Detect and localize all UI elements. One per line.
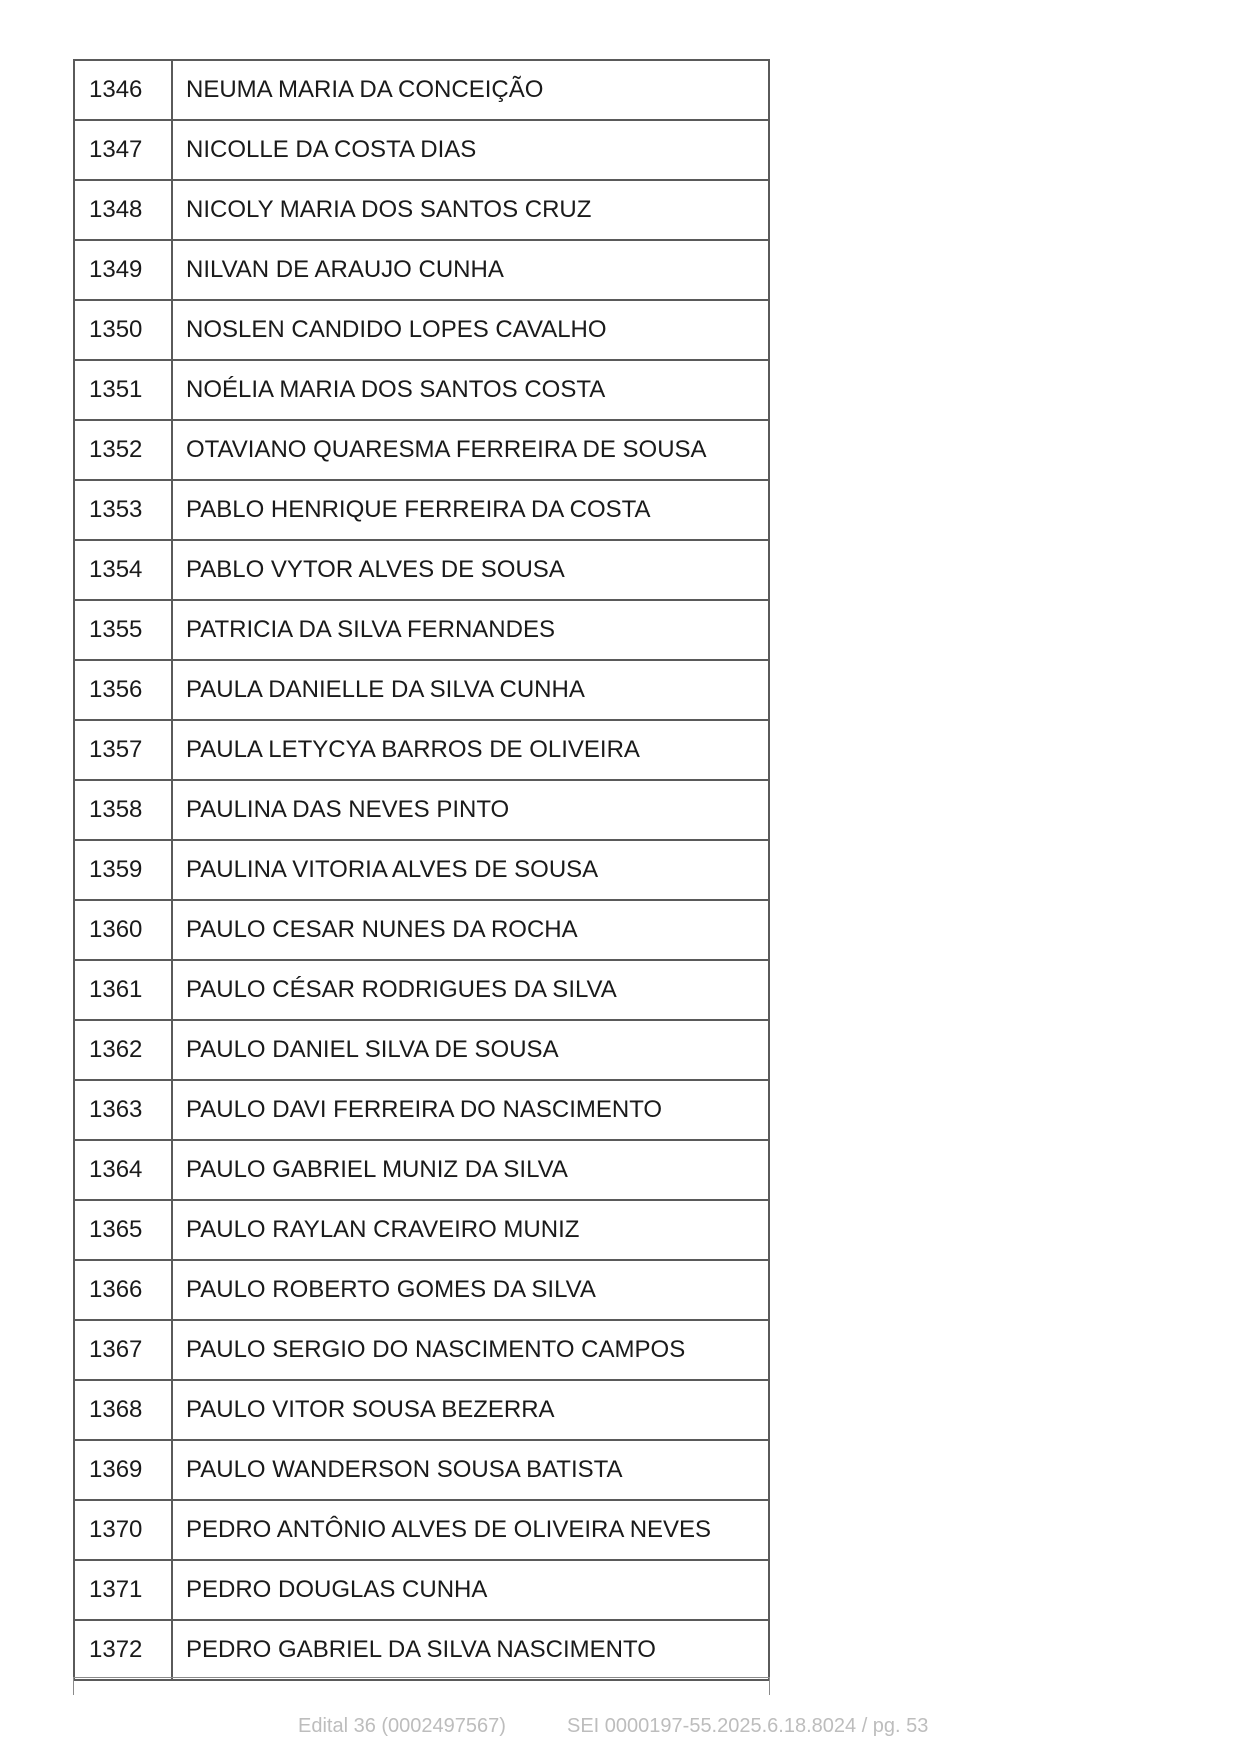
row-number-cell: 1368 <box>74 1380 172 1440</box>
row-number-cell: 1367 <box>74 1320 172 1380</box>
row-number-cell: 1354 <box>74 540 172 600</box>
table-row <box>74 1560 769 1620</box>
footer-document-ref: Edital 36 (0002497567) <box>298 1715 506 1737</box>
table-row <box>74 1200 769 1260</box>
table-continuation-edge <box>73 1677 770 1695</box>
table-row <box>74 420 769 480</box>
row-number-cell: 1347 <box>74 120 172 180</box>
table-row <box>74 1500 769 1560</box>
person-name-cell: NICOLY MARIA DOS SANTOS CRUZ <box>172 180 769 240</box>
row-number-cell: 1349 <box>74 240 172 300</box>
row-number-cell: 1348 <box>74 180 172 240</box>
person-name-cell: PABLO HENRIQUE FERREIRA DA COSTA <box>172 480 769 540</box>
person-name-cell: NEUMA MARIA DA CONCEIÇÃO <box>172 60 769 120</box>
table-row <box>74 60 769 120</box>
table-row <box>74 960 769 1020</box>
table-row <box>74 300 769 360</box>
person-name-cell: PAULO WANDERSON SOUSA BATISTA <box>172 1440 769 1500</box>
table-row <box>74 1080 769 1140</box>
table-row <box>74 600 769 660</box>
table-row <box>74 540 769 600</box>
person-name-cell: NOÉLIA MARIA DOS SANTOS COSTA <box>172 360 769 420</box>
name-list-body <box>74 60 769 1680</box>
row-number-cell: 1358 <box>74 780 172 840</box>
table-row <box>74 720 769 780</box>
person-name-cell: PAULINA DAS NEVES PINTO <box>172 780 769 840</box>
table-row <box>74 780 769 840</box>
person-name-cell: PAULO DANIEL SILVA DE SOUSA <box>172 1020 769 1080</box>
person-name-cell: PAULINA VITORIA ALVES DE SOUSA <box>172 840 769 900</box>
person-name-cell: PAULO CÉSAR RODRIGUES DA SILVA <box>172 960 769 1020</box>
table-row <box>74 1320 769 1380</box>
row-number-cell: 1369 <box>74 1440 172 1500</box>
row-number-cell: 1364 <box>74 1140 172 1200</box>
table-row <box>74 1380 769 1440</box>
row-number-cell: 1357 <box>74 720 172 780</box>
person-name-cell: PAULA LETYCYA BARROS DE OLIVEIRA <box>172 720 769 780</box>
row-number-cell: 1372 <box>74 1620 172 1680</box>
row-number-cell: 1350 <box>74 300 172 360</box>
table-row <box>74 1440 769 1500</box>
row-number-cell: 1371 <box>74 1560 172 1620</box>
row-number-cell: 1352 <box>74 420 172 480</box>
table-row <box>74 900 769 960</box>
table-row <box>74 120 769 180</box>
row-number-cell: 1365 <box>74 1200 172 1260</box>
row-number-cell: 1359 <box>74 840 172 900</box>
table-row <box>74 480 769 540</box>
row-number-cell: 1346 <box>74 60 172 120</box>
row-number-cell: 1361 <box>74 960 172 1020</box>
person-name-cell: PEDRO ANTÔNIO ALVES DE OLIVEIRA NEVES <box>172 1500 769 1560</box>
row-number-cell: 1360 <box>74 900 172 960</box>
table-row <box>74 1020 769 1080</box>
person-name-cell: PAULA DANIELLE DA SILVA CUNHA <box>172 660 769 720</box>
table-row <box>74 180 769 240</box>
person-name-cell: PAULO SERGIO DO NASCIMENTO CAMPOS <box>172 1320 769 1380</box>
person-name-cell: NOSLEN CANDIDO LOPES CAVALHO <box>172 300 769 360</box>
person-name-cell: PAULO DAVI FERREIRA DO NASCIMENTO <box>172 1080 769 1140</box>
table-row <box>74 660 769 720</box>
person-name-cell: OTAVIANO QUARESMA FERREIRA DE SOUSA <box>172 420 769 480</box>
row-number-cell: 1370 <box>74 1500 172 1560</box>
row-number-cell: 1362 <box>74 1020 172 1080</box>
table-row <box>74 1140 769 1200</box>
table-row <box>74 1260 769 1320</box>
person-name-cell: PAULO RAYLAN CRAVEIRO MUNIZ <box>172 1200 769 1260</box>
footer-sei-ref: SEI 0000197-55.2025.6.18.8024 / pg. 53 <box>567 1715 929 1737</box>
person-name-cell: PEDRO DOUGLAS CUNHA <box>172 1560 769 1620</box>
person-name-cell: PABLO VYTOR ALVES DE SOUSA <box>172 540 769 600</box>
row-number-cell: 1353 <box>74 480 172 540</box>
person-name-cell: PAULO VITOR SOUSA BEZERRA <box>172 1380 769 1440</box>
row-number-cell: 1366 <box>74 1260 172 1320</box>
person-name-cell: PEDRO GABRIEL DA SILVA NASCIMENTO <box>172 1620 769 1680</box>
table-row <box>74 840 769 900</box>
person-name-cell: NICOLLE DA COSTA DIAS <box>172 120 769 180</box>
table-row <box>74 360 769 420</box>
table-row <box>74 240 769 300</box>
name-list-table <box>73 59 770 1681</box>
person-name-cell: NILVAN DE ARAUJO CUNHA <box>172 240 769 300</box>
row-number-cell: 1351 <box>74 360 172 420</box>
row-number-cell: 1355 <box>74 600 172 660</box>
person-name-cell: PATRICIA DA SILVA FERNANDES <box>172 600 769 660</box>
row-number-cell: 1363 <box>74 1080 172 1140</box>
row-number-cell: 1356 <box>74 660 172 720</box>
person-name-cell: PAULO GABRIEL MUNIZ DA SILVA <box>172 1140 769 1200</box>
person-name-cell: PAULO CESAR NUNES DA ROCHA <box>172 900 769 960</box>
page-footer <box>0 1715 1240 1745</box>
person-name-cell: PAULO ROBERTO GOMES DA SILVA <box>172 1260 769 1320</box>
table-row <box>74 1620 769 1680</box>
